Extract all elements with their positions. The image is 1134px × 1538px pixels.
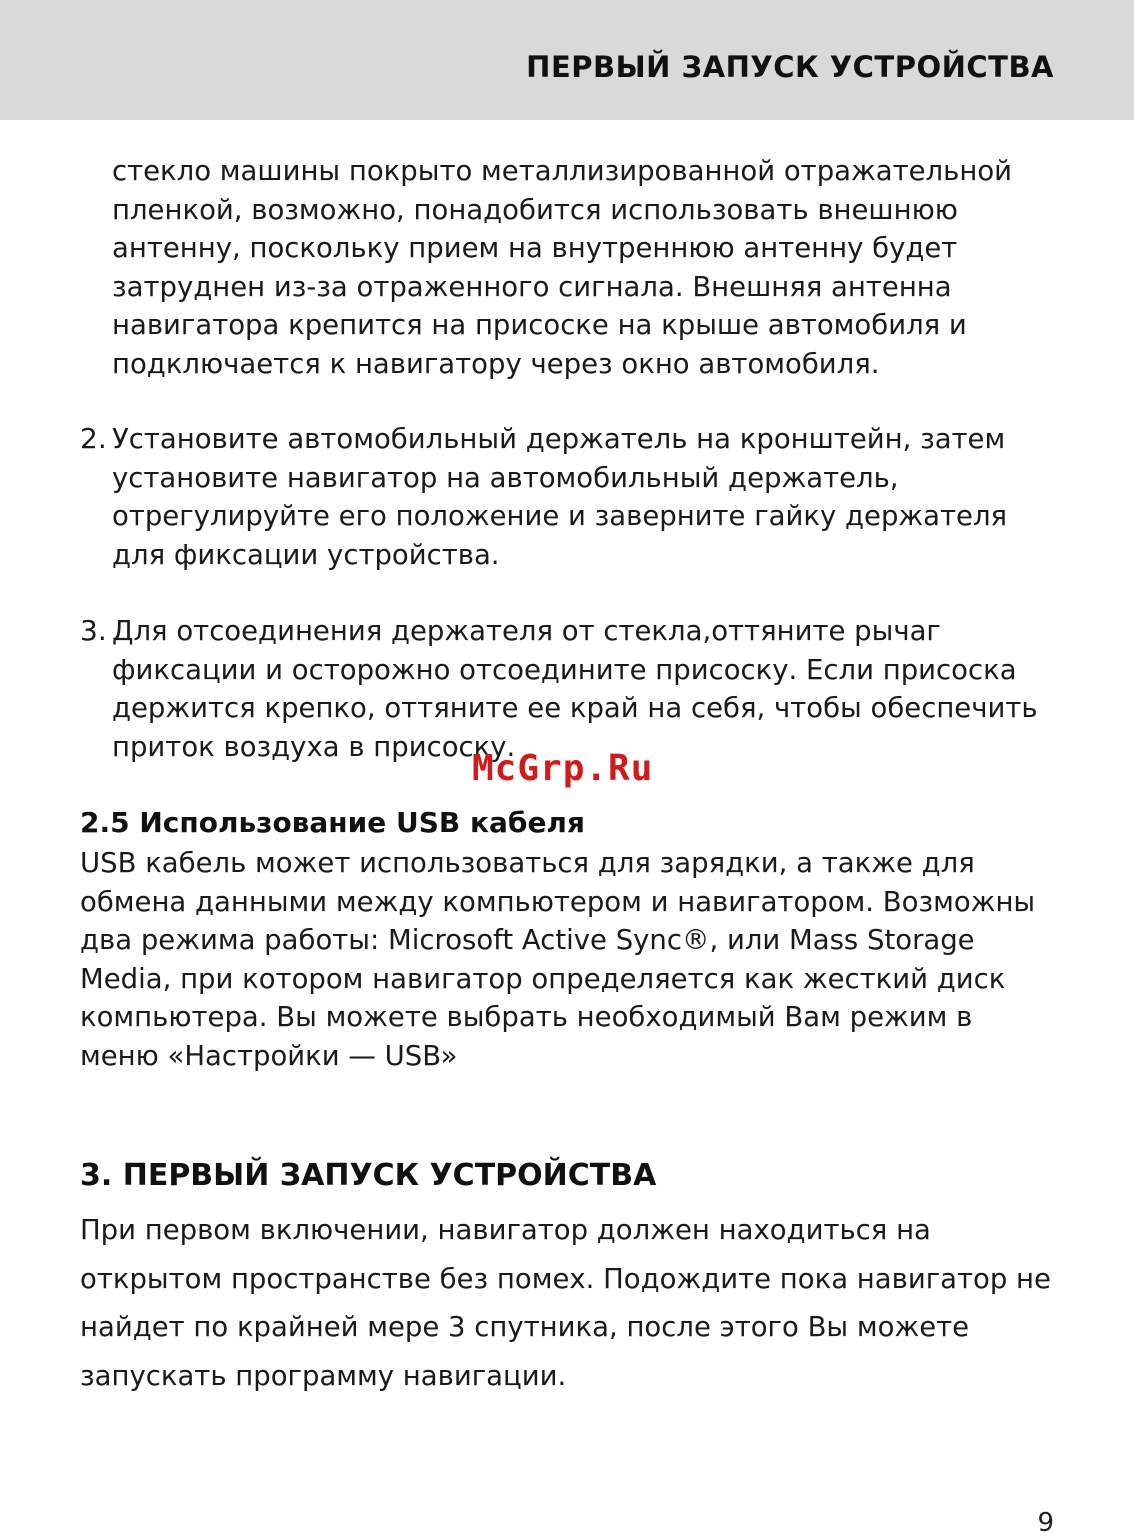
- text-line: навигатора крепится на присоске на крыше автомобиля и: [112, 309, 967, 341]
- step-2-text: [112, 420, 1007, 574]
- step-number: 2.: [80, 422, 107, 455]
- text-line: открытом пространстве без помех. Подождите пока навигатор не: [80, 1262, 1051, 1295]
- text-line: два режима работы: Microsoft Active Sync®, или Mass Storage: [80, 924, 975, 956]
- text-line: запускать программу навигации.: [80, 1359, 567, 1392]
- continuation-paragraph: [112, 152, 1012, 383]
- text-line: стекло машины покрыто металлизированной отражательной: [112, 155, 1013, 187]
- text-line: меню «Настройки — USB»: [80, 1039, 458, 1072]
- text-line: найдет по крайней мере 3 спутника, после этого Вы можете: [80, 1311, 970, 1343]
- header-band: [0, 0, 1134, 120]
- usb-section-heading: 2.5 Использование USB кабеля: [80, 806, 585, 839]
- text-line: USB кабель может использоваться для зарядки, а также для: [80, 847, 975, 879]
- text-line: фиксации и осторожно отсоедините присоску. Если присоска: [112, 653, 1017, 686]
- running-header-title: ПЕРВЫЙ ЗАПУСК УСТРОЙСТВА: [526, 50, 1054, 84]
- text-line: Media, при котором навигатор определяется как жесткий диск: [80, 962, 1006, 995]
- text-line: установите навигатор на автомобильный держатель,: [112, 461, 899, 494]
- text-line: отрегулируйте его положение и заверните гайку держателя: [112, 500, 1008, 532]
- text-line: обмена данными между компьютером и навигатором. Возможны: [80, 885, 1036, 918]
- text-line: затруднен из-за отраженного сигнала. Внешняя антенна: [112, 270, 952, 303]
- text-line: пленкой, возможно, понадобится использовать внешнюю: [112, 193, 958, 226]
- text-line: При первом включении, навигатор должен находиться на: [80, 1214, 931, 1246]
- text-line: для фиксации устройства.: [112, 538, 500, 571]
- first-launch-heading: 3. ПЕРВЫЙ ЗАПУСК УСТРОЙСТВА: [80, 1158, 657, 1193]
- page-number: 9: [1037, 1508, 1054, 1538]
- text-line: приток воздуха в присоску.: [112, 730, 516, 763]
- text-line: держится крепко, оттяните ее край на себя, чтобы обеспечить: [112, 692, 1038, 724]
- text-line: Для отсоединения держателя от стекла,оттяните рычаг: [112, 615, 941, 647]
- watermark: McGrp.Ru: [472, 748, 654, 789]
- first-launch-paragraph: [80, 1206, 1051, 1400]
- usb-section-paragraph: [80, 844, 1035, 1075]
- text-line: подключается к навигатору через окно автомобиля.: [112, 347, 880, 380]
- text-line: Установите автомобильный держатель на кронштейн, затем: [112, 423, 1006, 455]
- text-line: компьютера. Вы можете выбрать необходимый Вам режим в: [80, 1001, 973, 1033]
- step-3-text: [112, 612, 1038, 766]
- step-number: 3.: [80, 614, 107, 647]
- text-line: антенну, поскольку прием на внутреннюю антенну будет: [112, 232, 958, 264]
